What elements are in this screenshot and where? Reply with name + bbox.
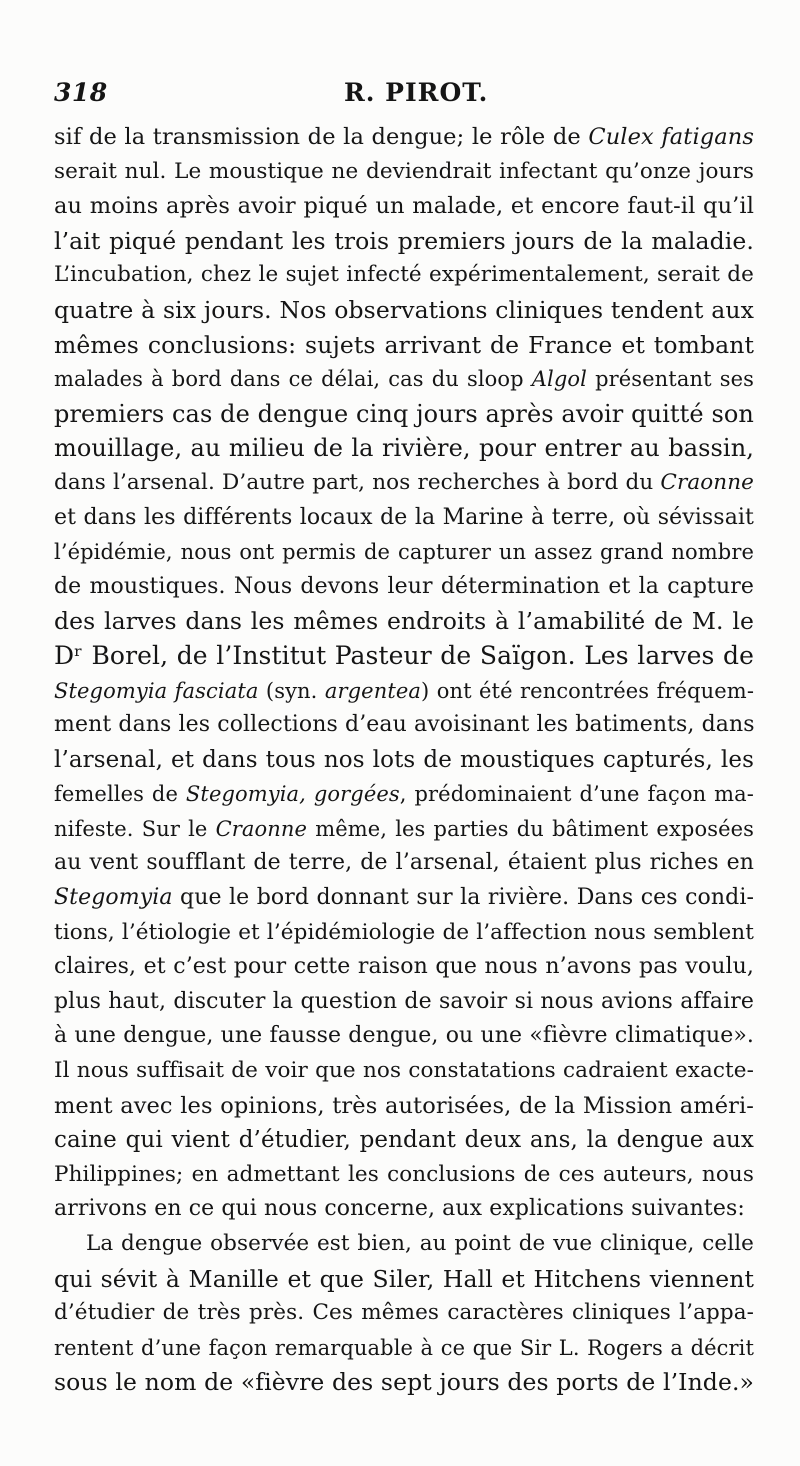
text-run: même, les parties du bâtiment exposées [307,816,755,841]
text-line [54,397,754,432]
text-run: quatre à six jours. Nos observations cliniques tendent aux [54,295,754,324]
text-line [54,777,754,812]
italic-text: Craonne [660,469,754,495]
text-run: mouillage, au milieu de la rivière, pour entrer au bassin, [54,434,754,463]
text-run: Philippines; en admettant les conclusions de ces auteurs, nous [54,1161,754,1187]
text-run: de moustiques. Nous devons leur détermination et la capture [54,573,754,599]
text-line [54,1331,754,1366]
text-run: tions, l’étiologie et l’épidémiologie de l’affection nous semblent [54,919,754,945]
running-head: R. PIROT. [344,78,489,107]
italic-text: Stegomyia, gorgées [185,782,400,807]
text-run: au moins après avoir piqué un malade, et encore faut-il qu’il [54,193,754,220]
text-run: des larves dans les mêmes endroits à l’amabilité de M. le [54,607,754,636]
text-run: Il nous suffisait de voir que nos constatations cadraient exacte- [54,1058,754,1084]
page-number: 318 [54,78,108,107]
text-run: ) ont été rencontrées fréquem- [421,678,755,703]
text-line [54,1089,754,1124]
text-line [54,466,754,501]
text-line [54,674,754,709]
text-line [54,1054,754,1089]
text-run: sif de la transmission de la dengue; le rôle de [54,124,589,150]
text-line [54,743,754,778]
text-run: rentent d’une façon remarquable à ce que Sir L. Rogers a décrit [54,1335,754,1360]
text-run: nifeste. Sur le [54,816,216,841]
text-line [54,881,754,916]
body-text [54,120,754,1400]
text-run: l’arsenal, et dans tous nos lots de moustiques capturés, les [54,746,754,773]
text-run: ment dans les collections d’eau avoisinant les batiments, dans [54,712,755,738]
italic-text: Stegomyia fasciata [54,678,259,703]
text-run: serait nul. Le moustique ne deviendrait infectant qu’onze jours [54,158,754,184]
text-line [54,985,754,1020]
text-line [54,189,754,224]
italic-text: argentea [324,678,422,703]
text-line [54,431,754,466]
text-line [54,362,754,397]
text-line [54,639,754,674]
text-line [54,950,754,985]
text-run: d’étudier de très près. Ces mêmes caractères cliniques l’appa- [54,1300,754,1326]
text-run: au vent soufflant de terre, de l’arsenal, étaient plus riches en [54,850,754,876]
italic-text: Algol [531,367,587,392]
text-run: L’incubation, chez le sujet infecté expérimentalement, serait de [54,262,754,288]
italic-text: Stegomyia [54,885,173,911]
text-run: femelles de [54,782,186,807]
text-run: qui sévit à Manille et que Siler, Hall et Hitchens viennent [54,1264,754,1293]
text-line [54,708,754,743]
text-line [54,293,754,328]
text-run: sous le nom de «fièvre des sept jours des ports de l’Inde.» [54,1368,754,1397]
text-run: claires, et c’est pour cette raison que nous n’avons pas voulu, [54,954,754,980]
text-run: mêmes conclusions: sujets arrivant de France et tombant [54,330,754,359]
italic-text: Culex fatigans [588,124,755,150]
text-run: (syn. [258,678,325,703]
text-run: plus haut, discuter la question de savoir si nous avions affaire [54,988,754,1014]
text-line [54,120,754,155]
text-run: présentant ses [586,367,755,392]
text-line [54,570,754,605]
text-run: Dʳ Borel, de l’Institut Pasteur de Saïgon. Les larves de [54,640,754,670]
text-line [54,535,754,570]
text-line [54,1123,754,1158]
text-line [54,812,754,847]
text-line [54,1019,754,1054]
text-line [54,1192,754,1227]
text-run: l’épidémie, nous ont permis de capturer un assez grand nombre [54,540,754,565]
text-line [54,1227,754,1262]
text-line [54,155,754,190]
text-run: l’ait piqué pendant les trois premiers jours de la maladie. [54,226,754,255]
page-header [54,78,758,118]
italic-text: Craonne [215,816,308,841]
text-run: caine qui vient d’étudier, pendant deux ans, la dengue aux [54,1127,754,1154]
text-run: premiers cas de dengue cinq jours après avoir quitté son [54,399,754,428]
text-run: à une dengue, une fausse dengue, ou une «fièvre climatique». [54,1023,754,1049]
text-run: que le bord donnant sur la rivière. Dans ces condi- [172,885,754,911]
text-run: et dans les différents locaux de la Marine à terre, où sévissait [54,504,754,530]
text-run: dans l’arsenal. D’autre part, nos recherches à bord du [54,469,661,495]
text-line [54,604,754,639]
text-run: , prédominaient d’une façon ma- [399,782,754,807]
text-run: arrivons en ce qui nous concerne, aux explications suivantes: [54,1196,745,1222]
text-line [54,224,754,259]
text-line [54,328,754,363]
text-line [54,501,754,536]
text-line [54,1262,754,1297]
text-line [54,1158,754,1193]
text-line [54,258,754,293]
text-line [54,1296,754,1331]
text-line [54,916,754,951]
text-run: ment avec les opinions, très autorisées, de la Mission améri- [54,1092,754,1119]
text-line [54,1365,754,1400]
text-run: La dengue observée est bien, au point de vue clinique, celle [86,1231,754,1256]
text-run: malades à bord dans ce délai, cas du sloop [54,367,532,392]
text-line [54,846,754,881]
